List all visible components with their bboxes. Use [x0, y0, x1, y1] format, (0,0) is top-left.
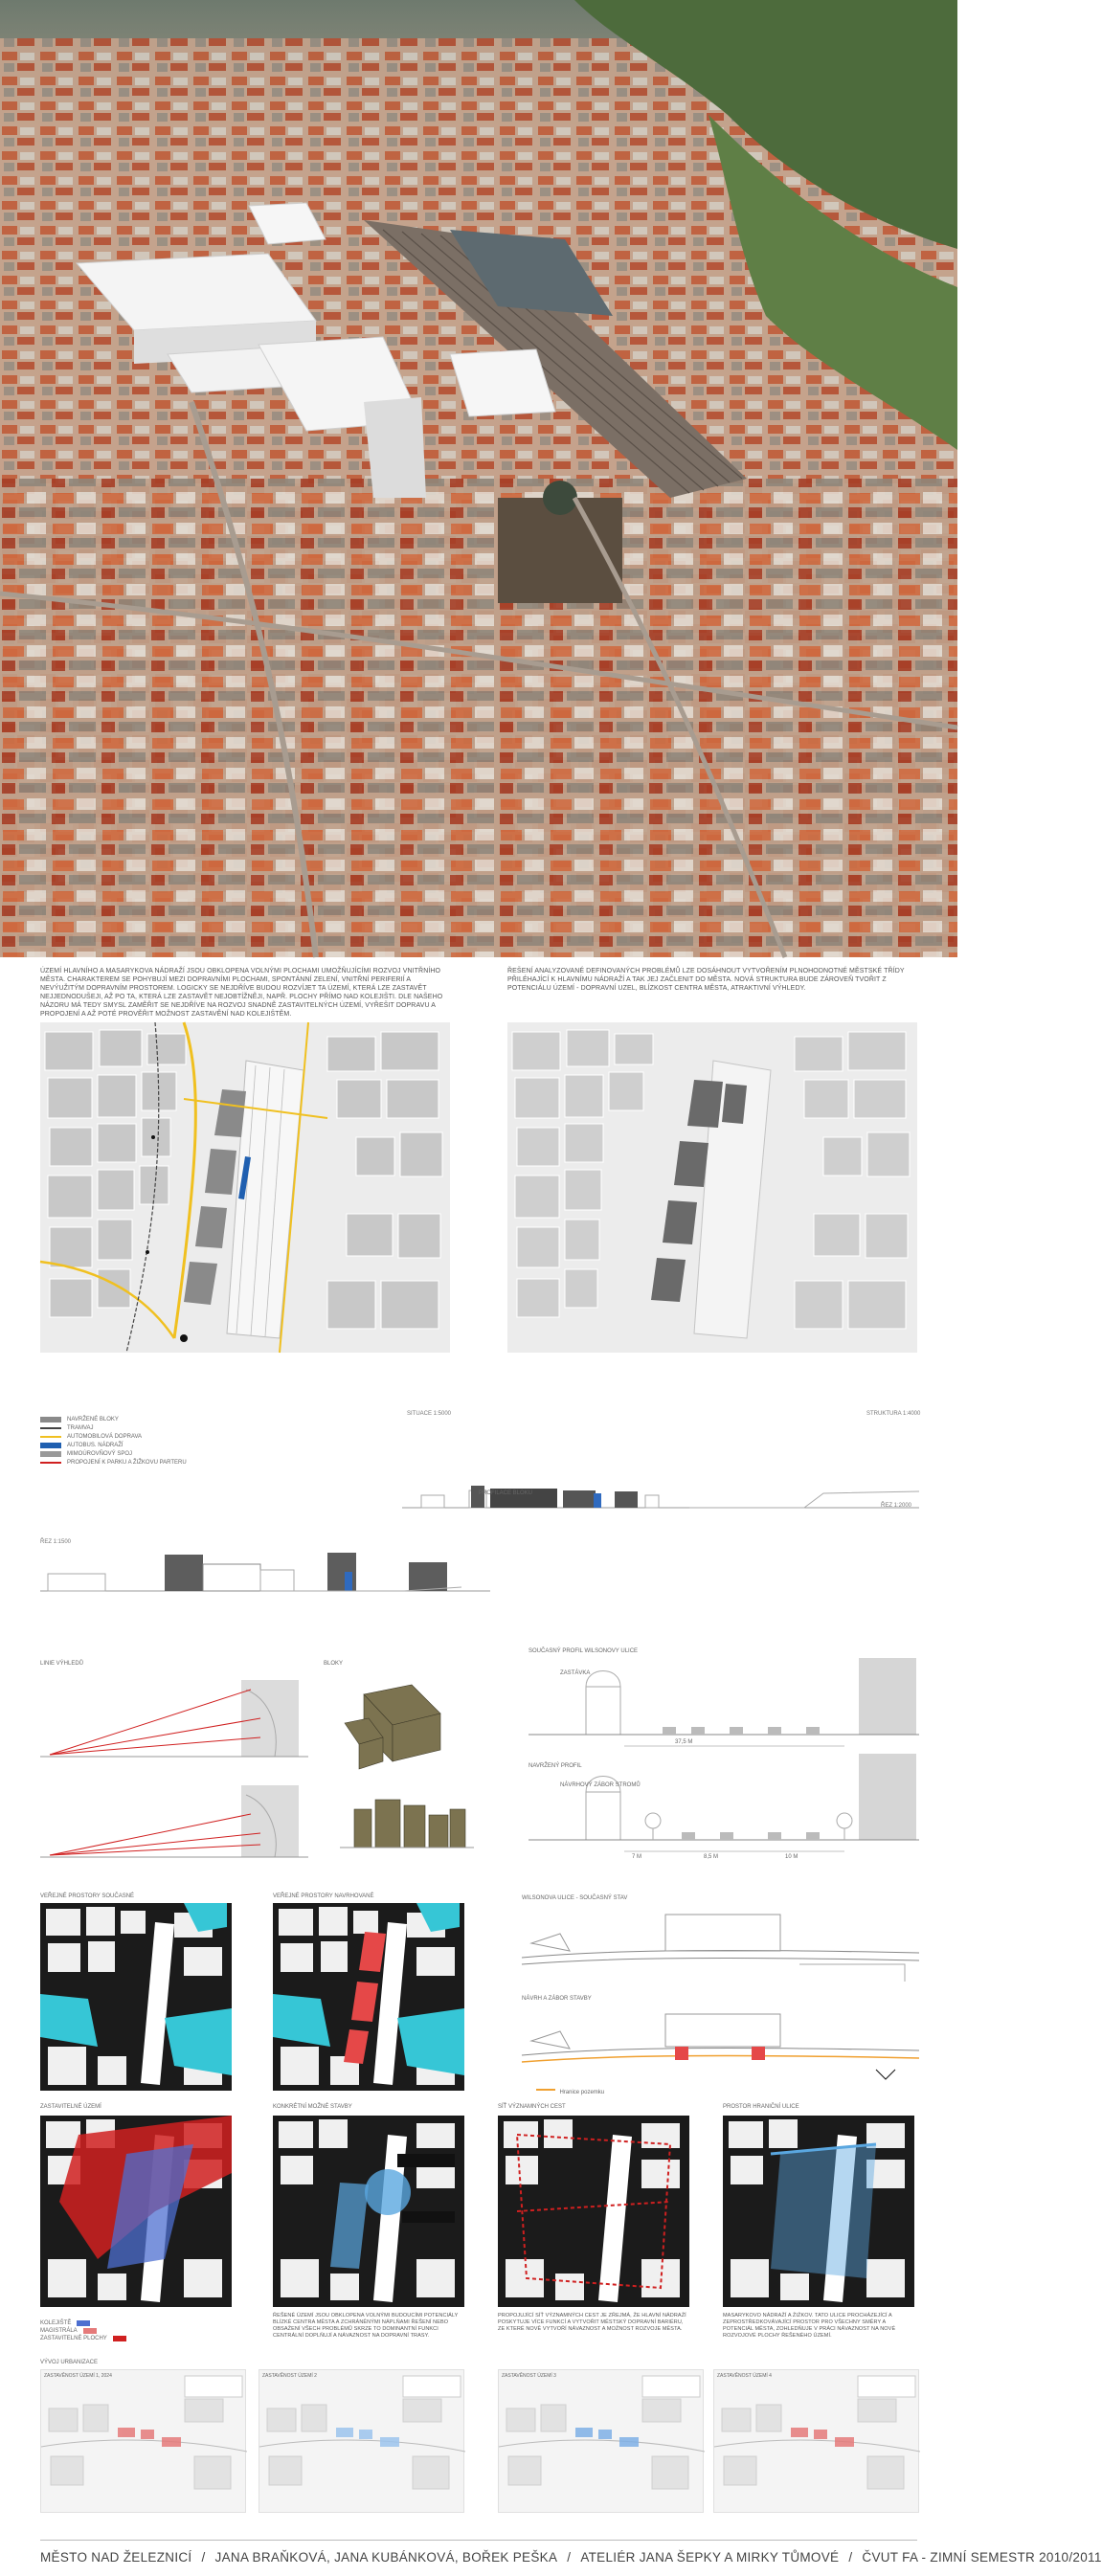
map-legend	[40, 1415, 251, 1467]
wilson-current-title: WILSONOVA ULICE - SOUČASNÝ STAV	[522, 1895, 628, 1901]
analysis-map	[498, 2116, 689, 2307]
structure-scale: STRUKTURA 1:4000	[866, 1411, 921, 1417]
legend-label: AUTOBUS. NÁDRAŽÍ	[67, 1442, 124, 1448]
legend-swatch	[40, 1427, 61, 1429]
footer-sep-3: /	[848, 2550, 853, 2565]
profile-new-tag: NÁVRHOVÝ ZÁBOR STROMŮ	[560, 1782, 641, 1788]
section-drawing-left	[40, 1543, 490, 1601]
profile-new-dim-a: 7 M	[632, 1854, 642, 1860]
blocks-axonometry	[326, 1666, 479, 1857]
analysis-map	[723, 2116, 914, 2307]
phasing-label: ZASTAVĚNOST ÚZEMÍ 2	[262, 2373, 317, 2379]
legend-swatch	[40, 1436, 61, 1438]
footer-sep-2: /	[567, 2550, 572, 2565]
analysis-title: KONKRÉTNÍ MOŽNÉ STAVBY	[273, 2104, 352, 2110]
section-profile-label: PROFILACE BLOKU	[479, 1490, 533, 1496]
phasing-map	[713, 2369, 919, 2513]
phasing-label: ZASTAVĚNOST ÚZEMÍ 4	[717, 2373, 772, 2379]
legend-label: NAVRŽENÉ BLOKY	[67, 1416, 119, 1422]
footer	[40, 2550, 1102, 2565]
legend-magistrala-swatch	[83, 2328, 97, 2334]
boundary-label: Hranice pozemku	[559, 2090, 605, 2095]
phasing-map	[259, 2369, 464, 2513]
blocks-title: BLOKY	[324, 1661, 344, 1667]
public-current-title: VEŘEJNÉ PROSTORY SOUČASNÉ	[40, 1893, 135, 1899]
legend-label: TRAMVAJ	[67, 1424, 94, 1431]
legend-swatch	[40, 1462, 61, 1464]
public-current-map	[40, 1903, 232, 2091]
phasing-label: ZASTAVĚNOST ÚZEMÍ 3	[502, 2373, 556, 2379]
legend-item	[40, 1441, 251, 1449]
profile-current-dim: 37,5 M	[675, 1739, 693, 1745]
legend-magistrala-label: MAGISTRÁLA	[40, 2328, 78, 2334]
aerial-photo	[0, 0, 957, 957]
analysis-title: SÍŤ VÝZNAMNÝCH CEST	[498, 2104, 566, 2110]
view-lines-drawing	[40, 1670, 308, 1862]
wilson-new-title: NÁVRH A ZÁBOR STAVBY	[522, 1996, 592, 2002]
analysis-caption: PROPOJUJÍCÍ SÍŤ VÝZNAMNÝCH CEST JE ZŘEJMÁ, ŽE HLAVNÍ NÁDRAŽÍ POSKYTUJE VÍCE FUNKCÍ A VYTVOŘIT MĚSTSKÝ DOPRAVNÍ BARIÉRU, ZE KTERÉ NOVĚ VYTVOŘÍ NÁVAZNOST A MOŽNOST ROZVOJE MĚSTA.	[498, 2313, 686, 2332]
public-proposed-map	[273, 1903, 464, 2091]
legend-swatch	[40, 1451, 61, 1457]
footer-authors: JANA BRAŇKOVÁ, JANA KUBÁNKOVÁ, BOŘEK PEŠKA	[214, 2550, 558, 2565]
analysis-title: ZASTAVITELNÉ ÚZEMÍ	[40, 2104, 101, 2110]
analysis-map	[40, 2116, 232, 2307]
footer-school: ČVUT FA - ZIMNÍ SEMESTR 2010/2011	[862, 2550, 1102, 2565]
legend-buildable-label: ZASTAVITELNÉ PLOCHY	[40, 2336, 107, 2341]
legend-label: PROPOJENÍ K PARKU A ŽIŽKOVU PARTERU	[67, 1459, 187, 1466]
legend-rail-swatch	[77, 2320, 90, 2326]
legend-item	[40, 1415, 251, 1423]
legend-item	[40, 1458, 251, 1467]
footer-title: MĚSTO NAD ŽELEZNICÍ	[40, 2550, 192, 2565]
public-proposed-title: VEŘEJNÉ PROSTORY NAVRHOVANÉ	[273, 1893, 374, 1899]
wilson-new-drawing	[522, 2003, 919, 2089]
analysis-caption: MASARYKOVO NÁDRAŽÍ A ŽIŽKOV. TATO ULICE PROCHÁZEJÍCÍ A ZEPROSTŘEDKOVÁVAJÍCÍ PROSTOR PRO VŠECHNY SMĚRY A POTENCIÁL MĚSTA, ZOHLEDŇUJE V PRÁCI NÁVAZNOST NA NOVÉ ROZVOJOVÉ PLOCHY ŘEŠENÉHO ÚZEMÍ.	[723, 2313, 896, 2339]
profile-new-dim-b: 8,5 M	[704, 1854, 719, 1860]
legend-item	[40, 1423, 251, 1432]
profile-new-dim-c: 10 M	[785, 1854, 798, 1860]
analysis-map	[273, 2116, 464, 2307]
footer-rule	[40, 2540, 917, 2541]
phasing-map	[40, 2369, 246, 2513]
situation-map	[40, 1022, 450, 1353]
section-scale-left: ŘEZ 1:1500	[40, 1539, 72, 1545]
footer-sep-1: /	[201, 2550, 206, 2565]
phasing-label: ZASTAVĚNOST ÚZEMÍ 1, 2024	[44, 2373, 112, 2379]
analysis-title: PROSTOR HRANIČNÍ ULICE	[723, 2104, 799, 2110]
legend-swatch	[40, 1417, 61, 1422]
intro-text-right: ŘEŠENÍ ANALYZOVANÉ DEFINOVANÝCH PROBLÉMŮ LZE DOSÁHNOUT VYTVOŘENÍM PLNOHODNOTNÉ MĚSTSKÉ TŘÍDY PŘILÉHAJÍCÍ K HLAVNÍMU NÁDRAŽÍ A TAK JEJ ZAČLENIT DO MĚSTA. NOVÁ STRUKTURA BUDE ZÁROVEŇ TVOŘIT Z POTENCIÁLU ÚZEMÍ - DOPRAVNÍ UZEL, BLÍZKOST CENTRA MĚSTA, ATRAKTIVNÍ VÝHLEDY.	[507, 968, 905, 992]
legend-rail-label: KOLEJIŠTĚ	[40, 2320, 72, 2326]
structure-map	[507, 1022, 917, 1353]
legend-buildable-swatch	[113, 2336, 126, 2341]
situation-scale: SITUACE 1:5000	[407, 1411, 452, 1417]
phasing-map	[498, 2369, 704, 2513]
intro-text-left: ÚZEMÍ HLAVNÍHO A MASARYKOVA NÁDRAŽÍ JSOU OBKLOPENA VOLNÝMI PLOCHAMI UMOŽŇUJÍCÍMI ROZVOJ VNITŘNÍHO MĚSTA. CHARAKTEREM SE POHYBUJÍ MEZI DOPRAVNÍMI PLOCHAMI, SPONTÁNNÍ ZELENÍ, VNITŘNÍ PERIFERIÍ A NEVÝUŽITÝM DOPRAVNÍM PROSTOREM. LOGICKY SE NEJDŘÍVE BUDOU ROZVÍJET TA ÚZEMÍ, KTERÁ LZE ZASTAVĚT NEJJEDNODUŠEJI, AŽ PO TA, KTERÁ LZE ZASTAVĚT NEJOBTÍŽNĚJI, NAPŘ. PLOCHY PŘÍMO NAD KOLEJIŠTI. DLE NAŠEHO NÁZORU MÁ TEDY SMYSL ZAMĚŘIT SE NEJDŘÍVE NA ROZVOJ SNADNĚ ZASTAVITELNÝCH ÚZEMÍ, VYŘEŠIT DOPRAVU A PROPOJENÍ A AŽ POTÉ PROVĚŘIT MOŽNOST ZASTAVĚNÍ NAD KOLEJIŠTĚM.	[40, 968, 443, 1018]
analysis-caption: ŘEŠENÉ ÚZEMÍ JSOU OBKLOPENA VOLNÝMI BUDOUCÍMI POTENCIÁLY BLÍZKÉ CENTRA MĚSTA A ZCHRÁNĚNÝMI NÁPLŇAMI ŘEŠENÍ NEBO OBSAŽENÍ VŠECH PROBLÉMŮ SKRZE TO DOMINANTNÍ FUNKCI CENTRÁLNÍ DOPLŇUJÍ A NÁVAZNOST NA DOPRAVNÍ TRASY.	[273, 2313, 459, 2339]
legend-item	[40, 1432, 251, 1441]
profile-new-drawing	[529, 1754, 919, 1859]
wilson-legend	[536, 2081, 604, 2098]
wilson-current-drawing	[522, 1905, 919, 1991]
footer-studio: ATELIÉR JANA ŠEPKY A MIRKY TŮMOVÉ	[580, 2550, 840, 2565]
legend-label: MIMOÚROVŇOVÝ SPOJ	[67, 1450, 133, 1457]
profile-current-title: SOUČASNÝ PROFIL WILSONOVY ULICE	[529, 1648, 639, 1654]
section-scale-right: ŘEZ 1:2000	[881, 1503, 912, 1509]
profile-new-title: NAVRŽENÝ PROFIL	[529, 1763, 582, 1769]
legend-item	[40, 1449, 251, 1458]
legend-label: AUTOMOBILOVÁ DOPRAVA	[67, 1433, 143, 1440]
analysis-legend	[40, 2320, 126, 2341]
boundary-swatch	[536, 2089, 555, 2091]
profile-current-tag: ZASTÁVKA	[560, 1670, 591, 1676]
legend-swatch	[40, 1443, 61, 1448]
phasing-title: VÝVOJ URBANIZACE	[40, 2360, 99, 2365]
view-lines-title: LINIE VÝHLEDŮ	[40, 1661, 84, 1667]
